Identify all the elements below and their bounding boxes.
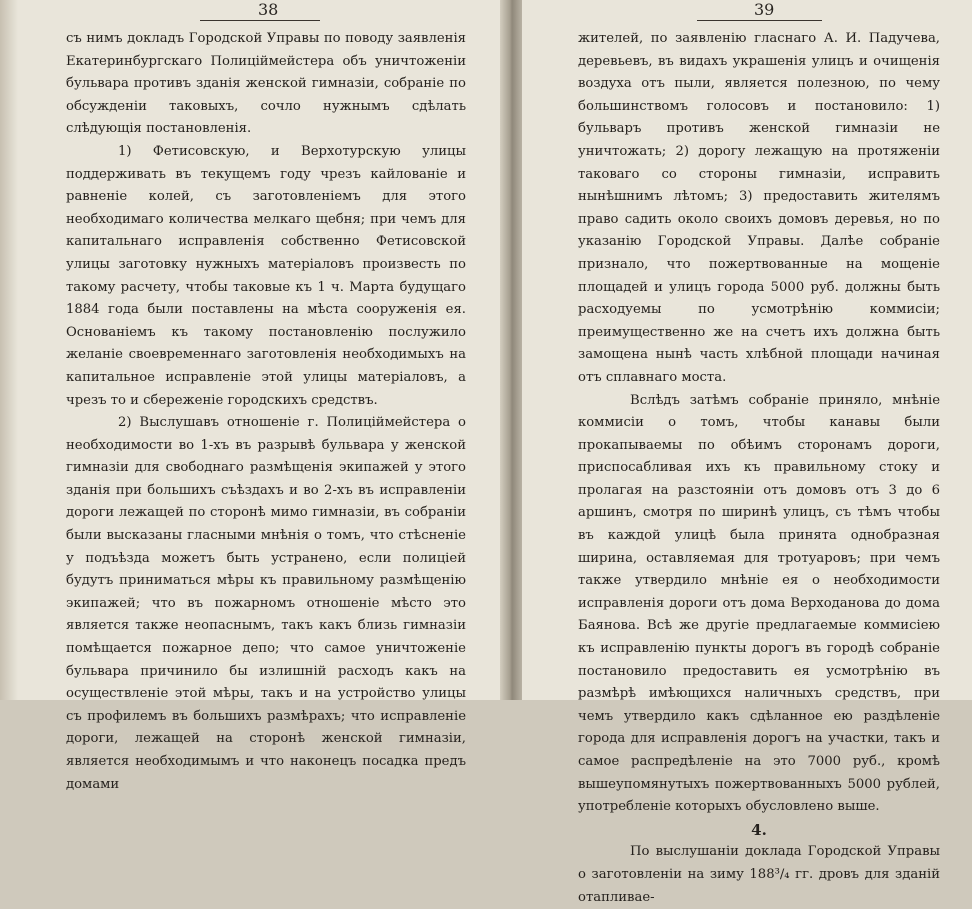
- header-rule-left: [200, 20, 320, 21]
- paragraph: Вслѣдъ затѣмъ собраніе приняло, мнѣніе коммисіи о томъ, чтобы канавы были прокапываемы по обѣимъ сторонамъ дороги, приспосабливая ихъ къ правильному стоку и пролагая на разстояніи отъ домовъ отъ 3 до 6 аршинъ, смотря по ширинѣ улицъ, съ тѣмъ чтобы въ каждой улицѣ была принята однобразная ширина, оставляемая для тротуаровъ; при чемъ также утвердило мнѣніе ея о необходимости исправленія дороги отъ дома Верходанова до дома Баянова. Всѣ же другіе предлагаемые коммисіею къ исправленію пункты дорогъ въ городѣ собраніе постановило предоставить ея усмотрѣнію въ размѣрѣ имѣющихся наличныхъ средствъ, при чемъ утвердило какъ сдѣланное ею раздѣленіе города для исправленія дорогъ на участки, такъ и самое распредѣленіе на это 7000 руб., кромѣ вышеупомянутыхъ пожертвованныхъ 5000 рублей, употребленіе которыхъ обусловлено выше.: [578, 392, 940, 815]
- right-page-text: [578, 28, 940, 909]
- paragraph: По выслушаніи доклада Городской Управы о заготовленіи на зиму 188³/₄ гг. дровъ для зданій отапливае-: [578, 844, 940, 905]
- left-page-text: [66, 28, 466, 796]
- paragraph: жителей, по заявленію гласнаго А. И. Падучева, деревьевъ, въ видахъ украшенія улицъ и очищенія воздуха отъ пыли, является полезною, по чему большинствомъ голосовъ и постановило: 1) бульваръ противъ женской гимназіи не уничтожать; 2) дорогу лежащую на протяженіи таковаго со стороны гимназіи, исправить нынѣшнимъ лѣтомъ; 3) предоставить жителямъ право садить около своихъ домовъ деревья, но по указанію Городской Управы. Далѣе собраніе признало, что пожертвованные на мощеніе площадей и улицъ города 5000 руб. должны быть расходуемы по усмотрѣнію коммисіи; преимущественно же на счетъ ихъ должна быть замощена нынѣ часть хлѣбной площади начиная отъ сплавнаго моста.: [578, 31, 940, 385]
- left-page: [0, 0, 500, 792]
- right-page: [522, 0, 972, 905]
- paragraph: съ нимъ докладъ Городской Управы по поводу заявленія Екатеринбургскаго Полиціймейстера объ уничтоженіи бульвара противъ зданія женской гимназіи, собраніе по обсужденіи таковыхъ, сочло нужнымъ сдѣлать слѣдующія постановленія.: [66, 31, 466, 137]
- paragraph: 2) Выслушавъ отношеніе г. Полиціймейстера о необходимости во 1-хъ въ разрывѣ бульвара у женской гимназіи для свободнаго размѣщенія экипажей у этого зданія при большихъ съѣздахъ и во 2-хъ въ исправленіи дороги лежащей по сторонѣ мимо гимназіи, въ собраніи были высказаны гласными мнѣнія о томъ, что стѣсненіе у подъѣзда можетъ быть устранено, если полиціей будутъ приниматься мѣры къ правильному размѣщенію экипажей; что въ пожарномъ отношеніе мѣсто это является также неопаснымъ, такъ какъ близь гимназіи помѣщается пожарное депо; что самое уничтоженіе бульвара причинило бы излишній расходъ какъ на осуществленіе этой мѣры, такъ и на устройство улицы съ профилемъ въ большихъ размѣрахъ; что исправленіе дороги, лежащей на сторонѣ женской гимназіи, является необходимымъ и что наконецъ посадка предъ домами: [66, 415, 466, 792]
- page-shadow: [0, 0, 18, 700]
- page-number-left: 38: [258, 0, 279, 19]
- page-number-right: 39: [754, 0, 775, 19]
- header-rule-right: [697, 20, 822, 21]
- section-marker: 4.: [751, 820, 767, 839]
- paragraph: 1) Фетисовскую, и Верхотурскую улицы поддерживать въ текущемъ году чрезъ кайлованіе и равненіе колей, съ заготовленіемъ для этого необходимаго количества мелкаго щебня; при чемъ для капитальнаго исправленія собственно Фетисовской улицы заготовку нужныхъ матеріаловъ произвесть по такому расчету, чтобы таковые къ 1 ч. Марта будущаго 1884 года были поставлены на мѣста сооруженія ея. Основаніемъ къ такому постановленію послужило желаніе своевременнаго заготовленія необходимыхъ на капитальное исправленіе этой улицы матеріаловъ, а чрезъ то и сбереженіе городскихъ средствъ.: [66, 143, 466, 408]
- book-gutter: [500, 0, 522, 700]
